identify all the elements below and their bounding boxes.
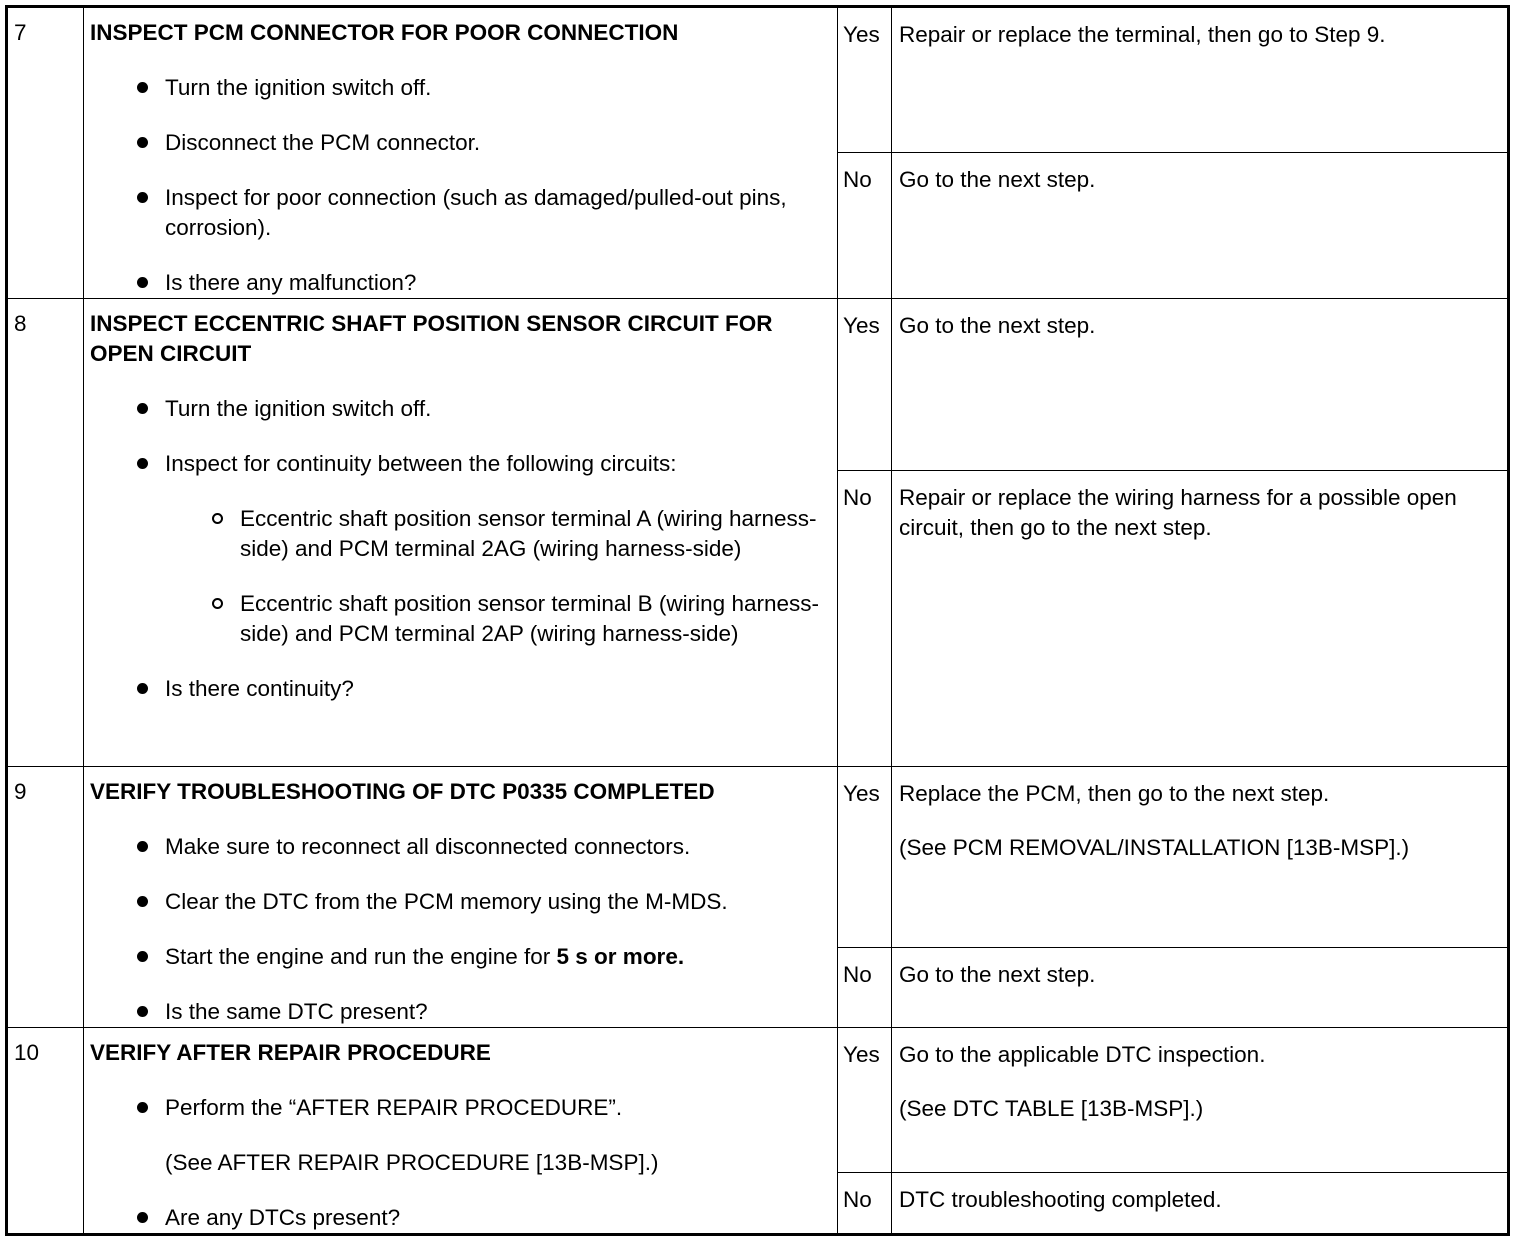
yes-reference: (See PCM REMOVAL/INSTALLATION [13B-MSP].): [899, 835, 1410, 860]
step-10-yes-row: [7, 1028, 1509, 1173]
no-result: [892, 471, 1509, 767]
bullet-text: Start the engine and run the engine for: [165, 944, 557, 969]
step-7-yes-row: [7, 7, 1509, 153]
step-title: VERIFY AFTER REPAIR PROCEDURE: [90, 1040, 491, 1065]
step-9-action: [84, 767, 838, 1028]
step-title: INSPECT PCM CONNECTOR FOR POOR CONNECTION: [90, 20, 679, 45]
yes-result-text: Replace the PCM, then go to the next step.: [899, 781, 1330, 806]
yes-reference: (See DTC TABLE [13B-MSP].): [899, 1096, 1204, 1121]
step-9-yes-row: [7, 767, 1509, 948]
no-result-text: Go to the next step.: [899, 167, 1096, 192]
no-result-text: DTC troubleshooting completed.: [899, 1186, 1222, 1212]
yes-result-text: Repair or replace the terminal, then go to Step 9.: [899, 22, 1386, 47]
no-label: No: [838, 948, 892, 1028]
no-label: No: [838, 153, 892, 299]
step-8-action: [84, 299, 838, 767]
bullet-item: Is there any malfunction?: [90, 268, 827, 298]
bullet-item: Are any DTCs present?: [90, 1203, 827, 1233]
yes-result: [892, 7, 1509, 153]
step-number: 9: [7, 767, 84, 1028]
step-number: 10: [7, 1028, 84, 1235]
no-result-text: Repair or replace the wiring harness for a possible open circuit, then go to the next step.: [899, 485, 1457, 540]
yes-label: Yes: [838, 7, 892, 153]
step-number: 8: [7, 299, 84, 767]
bullet-item: Inspect for continuity between the following circuits:: [90, 449, 827, 479]
step-8-yes-row: [7, 299, 1509, 471]
bullet-item: Perform the “AFTER REPAIR PROCEDURE”.: [90, 1093, 827, 1123]
step-title: INSPECT ECCENTRIC SHAFT POSITION SENSOR CIRCUIT FOR OPEN CIRCUIT: [90, 311, 773, 366]
bullet-item: Is there continuity?: [90, 674, 827, 704]
step-number: 7: [7, 7, 84, 299]
bullet-item: [90, 942, 827, 972]
yes-result-text: Go to the next step.: [899, 313, 1096, 338]
no-label: No: [838, 1172, 892, 1234]
bullet-item: Is the same DTC present?: [90, 997, 827, 1027]
bullet-item: Clear the DTC from the PCM memory using the M-MDS.: [90, 887, 827, 917]
yes-label: Yes: [838, 1028, 892, 1173]
no-label: No: [838, 471, 892, 767]
step-10-action: [84, 1028, 838, 1235]
bold-duration: 5 s or more.: [556, 944, 685, 969]
bullet-item: Turn the ignition switch off.: [90, 73, 827, 103]
sub-bullet-item: Eccentric shaft position sensor terminal A (wiring harness-side) and PCM terminal 2AG (wiring harness-side): [90, 504, 827, 564]
troubleshooting-table: [5, 5, 1510, 1236]
yes-result-text: Go to the applicable DTC inspection.: [899, 1042, 1266, 1067]
yes-label: Yes: [838, 767, 892, 948]
step-7-action: [84, 7, 838, 299]
bullet-item: Turn the ignition switch off.: [90, 394, 827, 424]
bullet-item: Disconnect the PCM connector.: [90, 128, 827, 158]
no-result-text: Go to the next step.: [899, 962, 1096, 987]
step-title: VERIFY TROUBLESHOOTING OF DTC P0335 COMPLETED: [90, 779, 715, 804]
yes-result: [892, 1028, 1509, 1173]
reference-note: (See AFTER REPAIR PROCEDURE [13B-MSP].): [165, 1150, 659, 1175]
bullet-item: Inspect for poor connection (such as damaged/pulled-out pins, corrosion).: [90, 183, 827, 243]
no-result: [892, 1172, 1509, 1234]
no-result: [892, 948, 1509, 1028]
no-result: [892, 153, 1509, 299]
yes-label: Yes: [838, 299, 892, 471]
yes-result: [892, 299, 1509, 471]
bullet-item: Make sure to reconnect all disconnected connectors.: [90, 832, 827, 862]
yes-result: [892, 767, 1509, 948]
sub-bullet-item: Eccentric shaft position sensor terminal B (wiring harness-side) and PCM terminal 2AP (wiring harness-side): [90, 589, 827, 649]
